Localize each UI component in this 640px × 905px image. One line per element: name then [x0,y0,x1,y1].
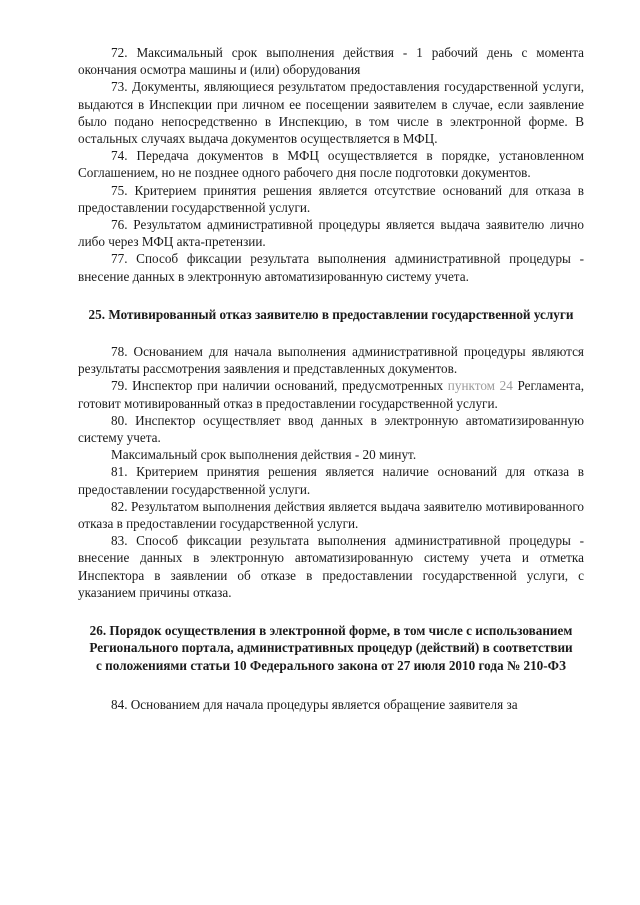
paragraph-76: 76. Результатом административной процедуры является выдача заявителю лично либо через МФЦ акта-претензии. [78,217,584,250]
paragraph-74: 74. Передача документов в МФЦ осуществляется в порядке, установленном Соглашением, но не позднее одного рабочего дня после подготовки документов. [78,148,584,181]
paragraph-83: 83. Способ фиксации результата выполнения административной процедуры - внесение данных в электронную автоматизированную систему учета и отметка Инспектора в заявлении об отказе в предоставлении государственной услуги, с указанием причины отказа. [78,533,584,600]
paragraph-79 [78,377,584,411]
paragraph-80: 80. Инспектор осуществляет ввод данных в электронную автоматизированную систему учета. [78,412,584,446]
paragraph-75: 75. Критерием принятия решения является отсутствие оснований для отказа в предоставлении государственной услуги. [78,182,584,215]
paragraph-72: 72. Максимальный срок выполнения действия - 1 рабочий день с момента окончания осмотра машины и (или) оборудования [78,45,584,78]
paragraph-81: 81. Критерием принятия решения является наличие оснований для отказа в предоставлении государственной услуги. [78,464,584,497]
paragraph-79-reference: пунктом 24 [447,378,513,394]
paragraph-79-end: Регламента, готовит мотивированный отказ в предоставлении государственной услуги. [78,378,584,411]
paragraph-79-start: 79. Инспектор при наличии оснований, предусмотренных [111,378,448,394]
paragraph-73: 73. Документы, являющиеся результатом предоставления государственной услуги, выдаются в Инспекции при личном ее посещении заявителем в случае, если заявление было подано непосредственно в Инспекцию, в том числе в электронной форме. В остальных случаях выдача документов осуществляется в МФЦ. [78,79,584,147]
paragraph-80-time: Максимальный срок выполнения действия - 20 минут. [111,447,417,463]
document-body [78,44,584,713]
paragraph-77: 77. Способ фиксации результата выполнения административной процедуры - внесение данных в электронную автоматизированную систему учета. [78,251,584,284]
section-26-heading: 26. Порядок осуществления в электронной форме, в том числе с использованием Регионального портала, административных процедур (действий) в соответствии с положениями статьи 10 Федерального закона от 27 июля 2010 года № 210-ФЗ [89,623,573,673]
paragraph-78: 78. Основанием для начала выполнения административной процедуры являются результаты рассмотрения заявления и представленных документов. [78,344,584,377]
paragraph-84: 84. Основанием для начала процедуры является обращение заявителя за [111,696,518,712]
section-25-heading: 25. Мотивированный отказ заявителю в предоставлении государственной услуги [88,306,574,322]
paragraph-82: 82. Результатом выполнения действия является выдача заявителю мотивированного отказа в предоставлении государственной услуги. [78,498,584,532]
